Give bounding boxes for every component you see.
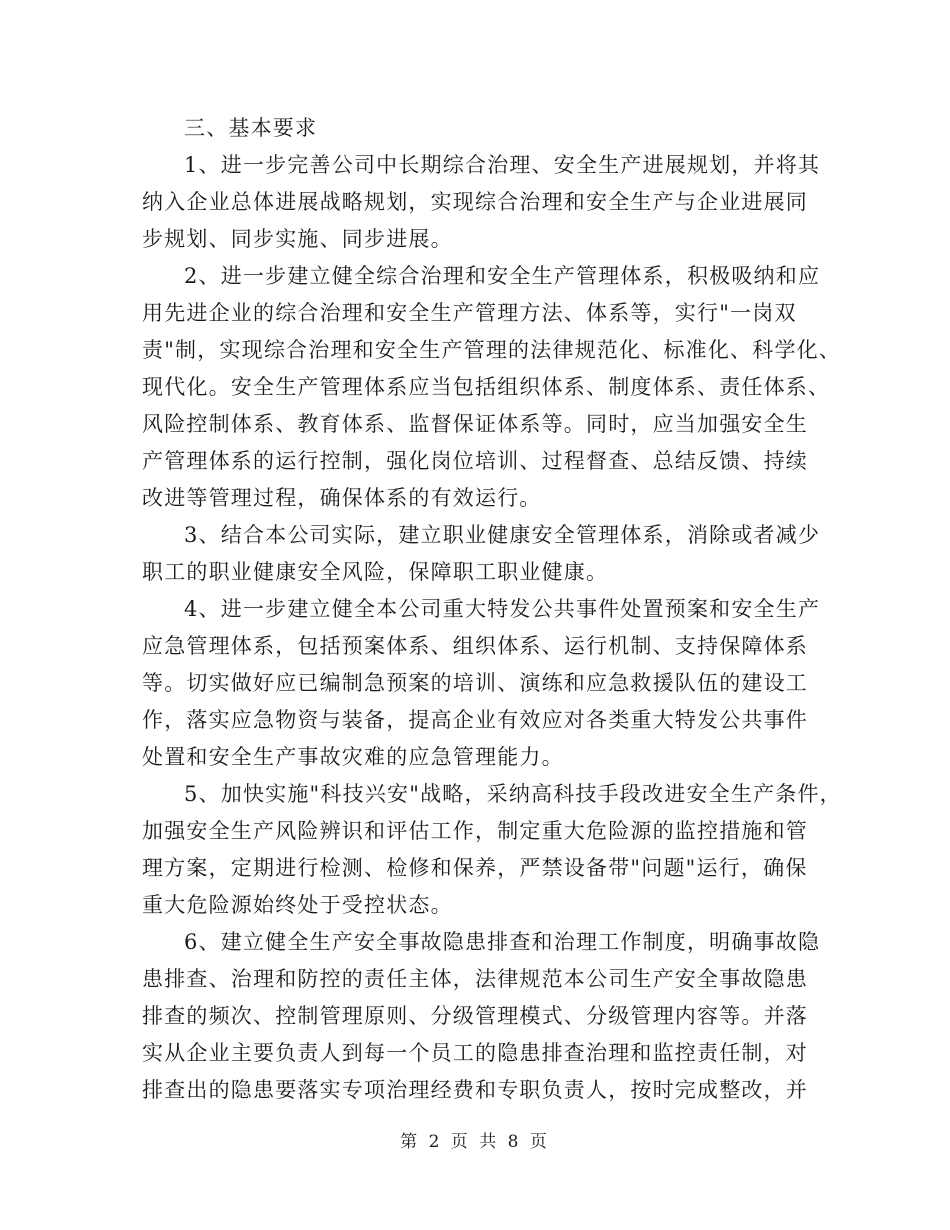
paragraph-line: 1、进一步完善公司中长期综合治理、安全生产进展规划，并将其 xyxy=(184,153,821,177)
page-number: 第 2 页 共 8 页 xyxy=(400,1132,550,1152)
paragraph-line: 排查出的隐患要落实专项治理经费和专职负责人，按时完成整改，并 xyxy=(142,1078,808,1102)
section-heading: 三、基本要求 xyxy=(184,116,318,140)
paragraph-line: 用先进企业的综合治理和安全生产管理方法、体系等，实行"一岗双 xyxy=(142,301,797,325)
paragraph-line: 4、进一步建立健全本公司重大特发公共事件处置预案和安全生产 xyxy=(184,597,821,621)
document-body xyxy=(142,110,842,1109)
paragraph-line: 患排查、治理和防控的责任主体，法律规范本公司生产安全事故隐患 xyxy=(142,967,808,991)
paragraph-line: 作，落实应急物资与装备，提高企业有效应对各类重大特发公共事件 xyxy=(142,708,808,732)
paragraph-line: 产管理体系的运行控制，强化岗位培训、过程督查、总结反馈、持续 xyxy=(142,449,808,473)
paragraph-line: 排查的频次、控制管理原则、分级管理模式、分级管理内容等。并落 xyxy=(142,1004,808,1028)
paragraph-line: 加强安全生产风险辨识和评估工作，制定重大危险源的监控措施和管 xyxy=(142,819,808,843)
paragraph-line: 5、加快实施"科技兴安"战略，采纳高科技手段改进安全生产条件， xyxy=(184,782,842,806)
paragraph-line: 现代化。安全生产管理体系应当包括组织体系、制度体系、责任体系、 xyxy=(142,375,831,399)
paragraph-line: 实从企业主要负责人到每一个员工的隐患排查治理和监控责任制，对 xyxy=(142,1041,808,1065)
paragraph-line: 2、进一步建立健全综合治理和安全生产管理体系，积极吸纳和应 xyxy=(184,264,821,288)
paragraph-line: 纳入企业总体进展战略规划，实现综合治理和安全生产与企业进展同 xyxy=(142,190,808,214)
paragraph-line: 理方案，定期进行检测、检修和保养，严禁设备带"问题"运行，确保 xyxy=(142,856,808,880)
paragraph-line: 重大危险源始终处于受控状态。 xyxy=(142,893,453,917)
paragraph-line: 6、建立健全生产安全事故隐患排查和治理工作制度，明确事故隐 xyxy=(184,930,821,954)
paragraph-line: 步规划、同步实施、同步进展。 xyxy=(142,227,453,251)
paragraph-line: 职工的职业健康安全风险，保障职工职业健康。 xyxy=(142,560,609,584)
paragraph-line: 等。切实做好应已编制急预案的培训、演练和应急救援队伍的建设工 xyxy=(142,671,808,695)
paragraph-line: 应急管理体系，包括预案体系、组织体系、运行机制、支持保障体系 xyxy=(142,634,808,658)
paragraph-line: 风险控制体系、教育体系、监督保证体系等。同时，应当加强安全生 xyxy=(142,412,808,436)
paragraph-line: 责"制，实现综合治理和安全生产管理的法律规范化、标准化、科学化、 xyxy=(142,338,842,362)
paragraph-line: 处置和安全生产事故灾难的应急管理能力。 xyxy=(142,745,564,769)
paragraph-line: 改进等管理过程，确保体系的有效运行。 xyxy=(142,486,542,510)
paragraph-line: 3、结合本公司实际，建立职业健康安全管理体系，消除或者减少 xyxy=(184,523,821,547)
